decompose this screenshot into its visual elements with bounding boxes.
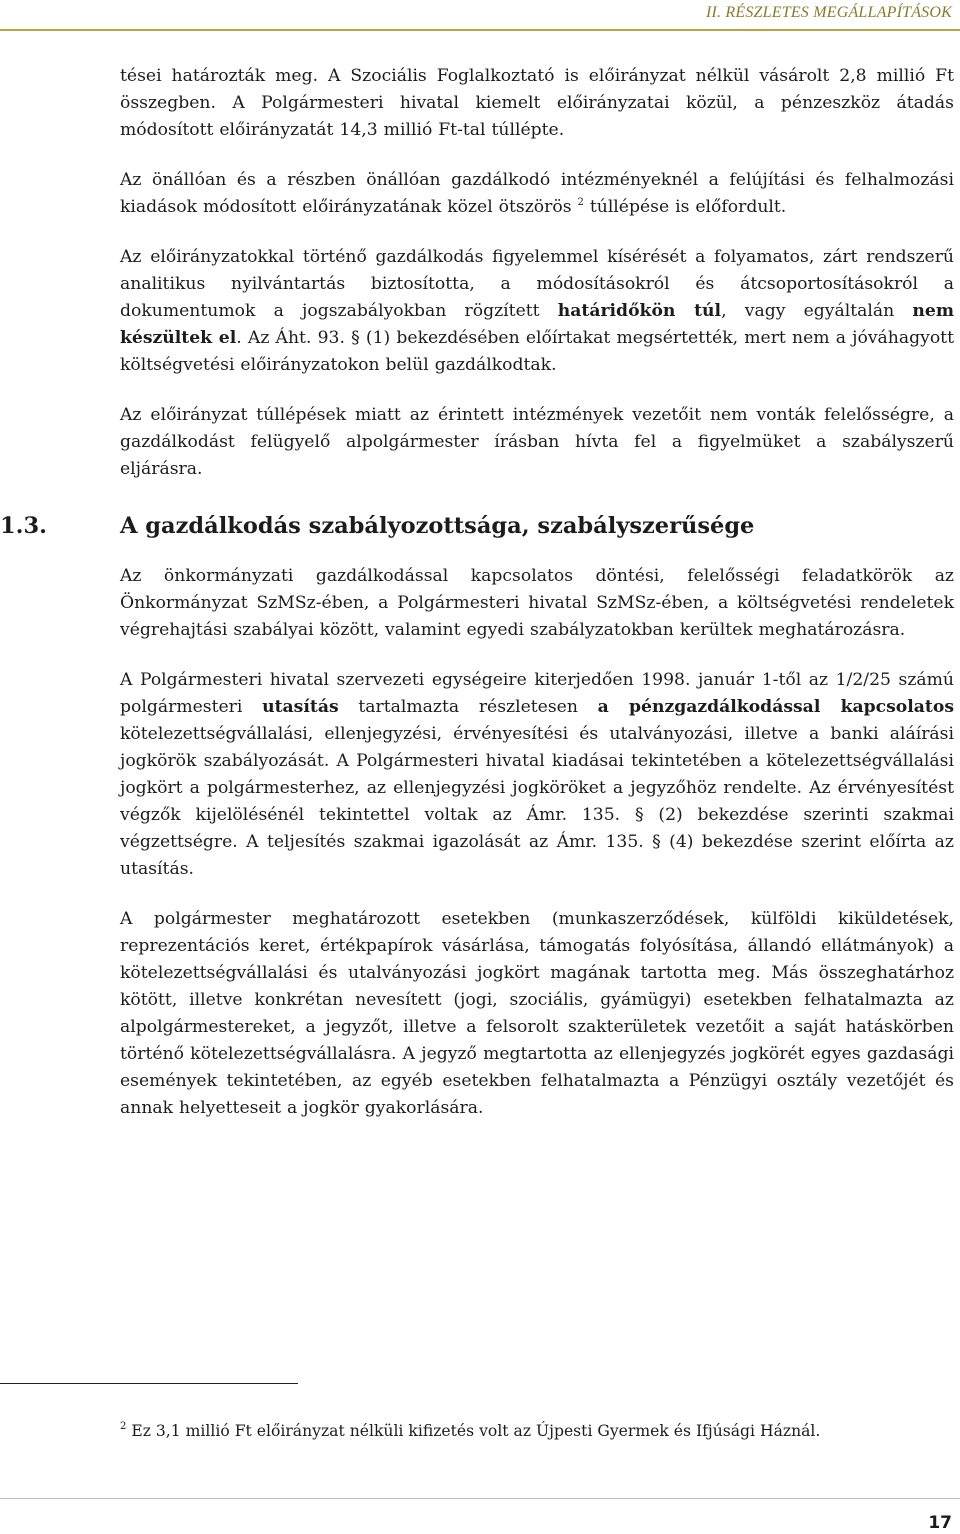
p6-text-a: A Polgármesteri hivatal szervezeti egységeire kiterjedően 1998. január 1-től az 1/2/25 számú polgármesteri [120,670,954,717]
section-title: A gazdálkodás szabályozottsága, szabályszerűsége [120,513,755,539]
p3-text-b: , vagy egyáltalán [721,301,913,321]
p6-text-b: tartalmazta részletesen [338,697,598,717]
section-number: 1.3. [0,513,47,539]
page-number: 17 [928,1513,952,1533]
paragraph-7: A polgármester meghatározott esetekben (munkaszerződések, külföldi kiküldetések, reprezentációs keret, értékpapírok vásárlása, támogatás folyósítása, állandó ellátmányok) a kötelezettségvállalási és utalványozási jogkört magának tartotta meg. Más összeghatárhoz kötött, illetve konkrétan nevesített (jogi, szociális, gyámügyi) esetekben felhatalmazta az alpolgármestereket, a jegyzőt, illetve a felsorolt szakterületek vezetőit a saját hatáskörben történő kötelezettségvállalásra. A jegyző megtartotta az ellenjegyzés jogkörét egyes gazdasági események tekintetében, az egyéb esetekben felhatalmazta a Pénzügyi osztály vezetőjét és annak helyetteseit a jogkör gyakorlására. [120,909,954,1118]
footnote-rule [0,1383,298,1384]
header-rule [0,29,960,31]
paragraph-6 [120,667,954,883]
p6-bold-1: utasítás [262,697,339,717]
p3-bold-2: nem készültek el [120,301,955,348]
p3-bold-1: határidőkön túl [557,301,722,321]
paragraph-1: tései határozták meg. A Szociális Foglalkoztató is előirányzat nélkül vásárolt 2,8 millió Ft összegben. A Polgármesteri hivatal kiemelt előirányzatai közül, a pénzeszköz átadás módosított előirányzatát 14,3 millió Ft-tal túllépte. [120,66,954,140]
footnote [120,1420,954,1442]
p6-text-c: kötelezettségvállalási, ellenjegyzési, érvényesítési és utalványozási, illetve a banki aláírási jogkörök szabályozását. A Polgármesteri hivatal kiadásai tekintetében a kötelezettségvállalási jogkört a polgármesterhez, az ellenjegyzési jogköröket a jegyzőhöz rendelte. Az érvényesítést végzők kijelölésénél tekintettel voltak az Ámr. 135. § (2) bekezdése szerinti szakmai végzettségre. A teljesítés szakmai igazolását az Ámr. 135. § (4) bekezdése szerint előírta az utasítás. [120,724,954,879]
footnote-text: Ez 3,1 millió Ft előirányzat nélküli kifizetés volt az Újpesti Gyermek és Ifjúsági Háznál. [126,1422,821,1440]
body-text [0,63,955,1145]
p3-text-c: . Az Áht. 93. § (1) bekezdésében előírtakat megsértették, mert nem a jóváhagyott költségvetési előirányzatokon belül gazdálkodtak. [120,328,954,375]
p6-bold-2: a pénzgazdálkodással kapcsolatos [597,697,954,717]
paragraph-4: Az előirányzat túllépések miatt az érintett intézmények vezetőit nem vonták felelősségre, a gazdálkodást felügyelő alpolgármester írásban hívta fel a figyelmüket a szabályszerű eljárásra. [120,405,954,479]
p3-text-a: Az előirányzatokkal történő gazdálkodás figyelemmel kísérését a folyamatos, zárt rendszerű analitikus nyilvántartás biztosította, a módosításokról és átcsoportosításokról a dokumentumok a jogszabályokban rögzített [120,247,954,321]
footnote-mark: 2 [120,1421,127,1432]
paragraph-3 [120,244,954,379]
footnote-ref[interactable]: 2 [577,197,584,208]
p2-text-a: Az önállóan és a részben önállóan gazdálkodó intézményeknél a felújítási és felhalmozási kiadások módosított előirányzatának közel ötszörös [120,170,954,217]
paragraph-5: Az önkormányzati gazdálkodással kapcsolatos döntési, felelősségi feladatkörök az Önkormányzat SzMSz-ében, a Polgármesteri hivatal SzMSz-ében, a költségvetési rendeletek végrehajtási szabályai között, valamint egyedi szabályzatokban kerültek meghatározásra. [120,566,954,640]
running-head: II. RÉSZLETES MEGÁLLAPÍTÁSOK [705,4,952,21]
paragraph-2 [120,167,954,221]
footer-rule [0,1498,960,1499]
p2-text-b: túllépése is előfordult. [583,197,787,217]
section-heading [0,511,954,541]
